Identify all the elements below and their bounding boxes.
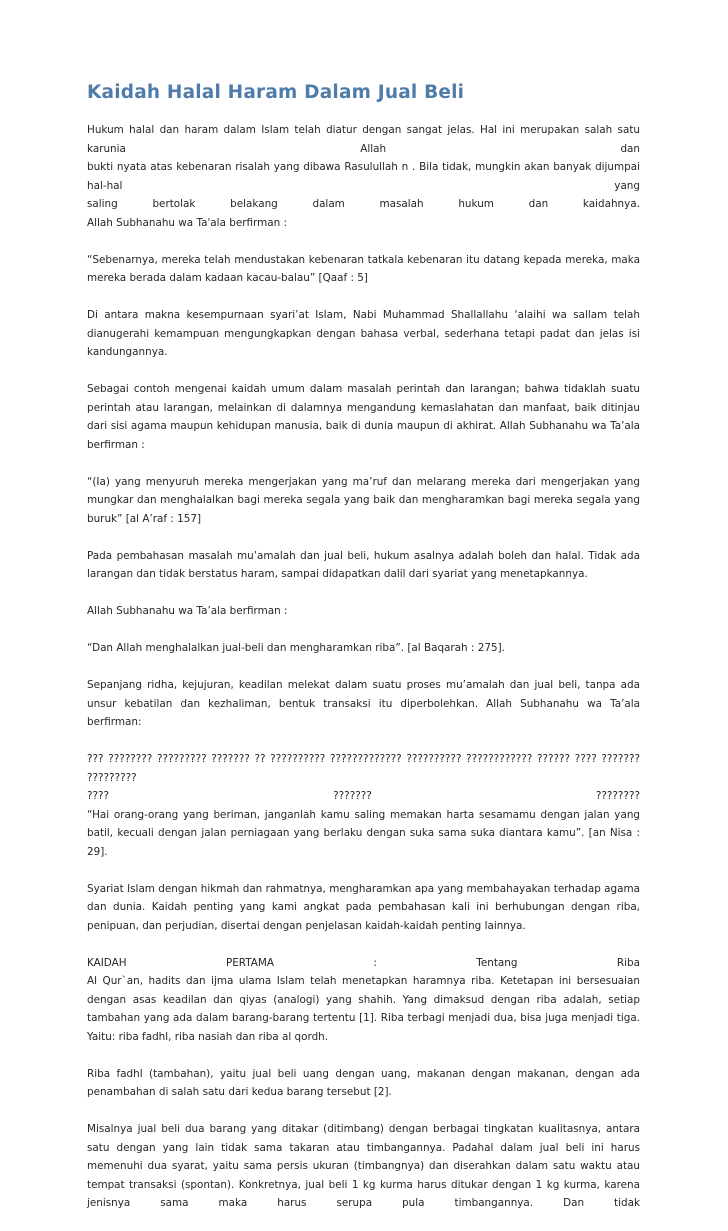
paragraph-example: Sebagai contoh mengenai kaidah umum dalam masalah perintah dan larangan; bahwa tidaklah suatu perintah atau larangan, melainkan di dalamnya mengandung kemaslahatan dan manfaat, baik ditinjau dari sisi agama maupun kehidupan manusia, baik di dunia maupun di akhirat. Allah Subhanahu wa Ta’ala berfirman : [87,383,640,451]
kaidah-topic: Riba [616,956,640,969]
intro-line-1: Hukum halal dan haram dalam Islam telah diatur dengan sangat jelas. Hal ini merupakan salah satu karunia Allah dan [87,124,640,155]
quote-araf: “(Ia) yang menyuruh mereka mengerjakan yang ma’ruf dan melarang mereka dari mengerjakan yang mungkar dan menghalalkan bagi mereka segala yang baik dan mengharamkan bagi mereka segala yang buruk” [al A’raf : 157] [87,475,640,525]
paragraph-muamalah: Pada pembahasan masalah mu’amalah dan jual beli, hukum asalnya adalah boleh dan halal. Tidak ada larangan dan tidak berstatus haram, sampai didapatkan dalil dari syariat yang menetapkannya. [87,549,640,580]
quote-qaaf: “Sebenarnya, mereka telah mendustakan kebenaran tatkala kebenaran itu datang kepada mereka, maka mereka berada dalam kadaan kacau-balau” [Qaaf : 5] [87,253,640,284]
word: bertolak [152,198,196,210]
paragraph-intro [87,121,640,232]
document-page [87,80,640,1231]
intro-line-2: bukti nyata atas kebenaran risalah yang dibawa Rasulullah n . Bila tidak, mungkin akan banyak dijumpai hal-hal yang [87,161,640,192]
paragraph-firman: Allah Subhanahu wa Ta’ala berfirman : [87,605,288,617]
arabic-fragment: ??????? [333,790,372,802]
word: saling [87,198,118,210]
word: kaidahnya. [582,198,640,210]
kaidah-label: KAIDAH [87,956,127,969]
paragraph-ridha: Sepanjang ridha, kejujuran, keadilan melekat dalam suatu proses mu’amalah dan jual beli, tanpa ada unsur kebatilan dan kezhaliman, bentuk transaksi itu diperbolehkan. Allah Subhanahu wa Ta’ala berfirman: [87,679,640,728]
paragraph-misalnya: Misalnya jual beli dua barang yang ditakar (ditimbang) dengan berbagai tingkatan kualitasnya, antara satu dengan yang lain tidak sama takaran atau timbangannya. Padahal dalam jual beli ini harus memenuhi dua syarat, yaitu sama persis ukuran (timbangnya) dan diserahkan dalam satu waktu atau tempat transaksi (spontan). Konkretnya, jual beli 1 kg kurma harus ditukar dengan 1 kg kurma, karena jenisnya sama maka harus serupa pula timbangannya. Dan tidak [87,1123,640,1209]
word: masalah [379,198,424,210]
word: hukum [458,198,494,210]
quote-baqarah: “Dan Allah menghalalkan jual-beli dan mengharamkan riba”. [al Baqarah : 275]. [87,642,505,654]
arabic-verse-block [87,750,640,861]
arabic-line-2 [87,787,640,806]
kaidah-about: Tentang [476,956,518,969]
paragraph-riba: Al Qur`an, hadits dan ijma ulama Islam telah menetapkan haramnya riba. Ketetapan ini bersesuaian dengan asas keadilan dan qiyas (analogi) yang shahih. Yang dimaksud dengan riba adalah, setiap tambahan yang ada dalam barang-barang tertentu [1]. Riba terbagi menjadi dua, bisa juga menjadi tiga. Yaitu: riba fadhl, riba nasiah dan riba al qordh. [87,975,640,1043]
kaidah-ordinal: PERTAMA [225,956,274,969]
quote-nisa: “Hai orang-orang yang beriman, janganlah kamu saling memakan harta sesamamu dengan jalan yang batil, kecuali dengan jalan perniagaan yang berlaku dengan suka sama suka diantara kamu”. [an Nisa : 29]. [87,808,640,858]
arabic-fragment: ???? [87,790,110,802]
word: dan [528,198,549,210]
kaidah-heading [87,954,640,973]
intro-line-3 [87,195,640,214]
paragraph-riba-fadhl: Riba fadhl (tambahan), yaitu jual beli uang dengan uang, makanan dengan makanan, dengan ada penambahan di salah satu dari kedua barang tersebut [2]. [87,1067,640,1098]
kaidah-section [87,954,640,1047]
paragraph-hikmah: Syariat Islam dengan hikmah dan rahmatnya, mengharamkan apa yang membahayakan terhadap agama dan dunia. Kaidah penting yang kami angkat pada pembahasan kali ini berhubungan dengan riba, penipuan, dan perjudian, disertai dengan penjelasan kaidah-kaidah penting lainnya. [87,882,640,932]
paragraph-syariat: Di antara makna kesempurnaan syari’at Islam, Nabi Muhammad Shallallahu ‘alaihi wa sallam telah dianugerahi kemampuan mengungkapkan dengan bahasa verbal, sederhana tetapi padat dan jelas isi kandungannya. [87,309,640,358]
intro-line-4: Allah Subhanahu wa Ta'ala berfirman : [87,216,288,229]
document-title: Kaidah Halal Haram Dalam Jual Beli [87,82,465,103]
arabic-line-1: ??? ???????? ????????? ??????? ?? ?????????? ????????????? ?????????? ???????????? ?????? ???? ??????? ????????? [87,753,640,784]
word: belakang [230,198,278,210]
word: dalam [312,198,345,210]
kaidah-colon: : [373,956,377,969]
arabic-fragment: ???????? [595,790,640,802]
